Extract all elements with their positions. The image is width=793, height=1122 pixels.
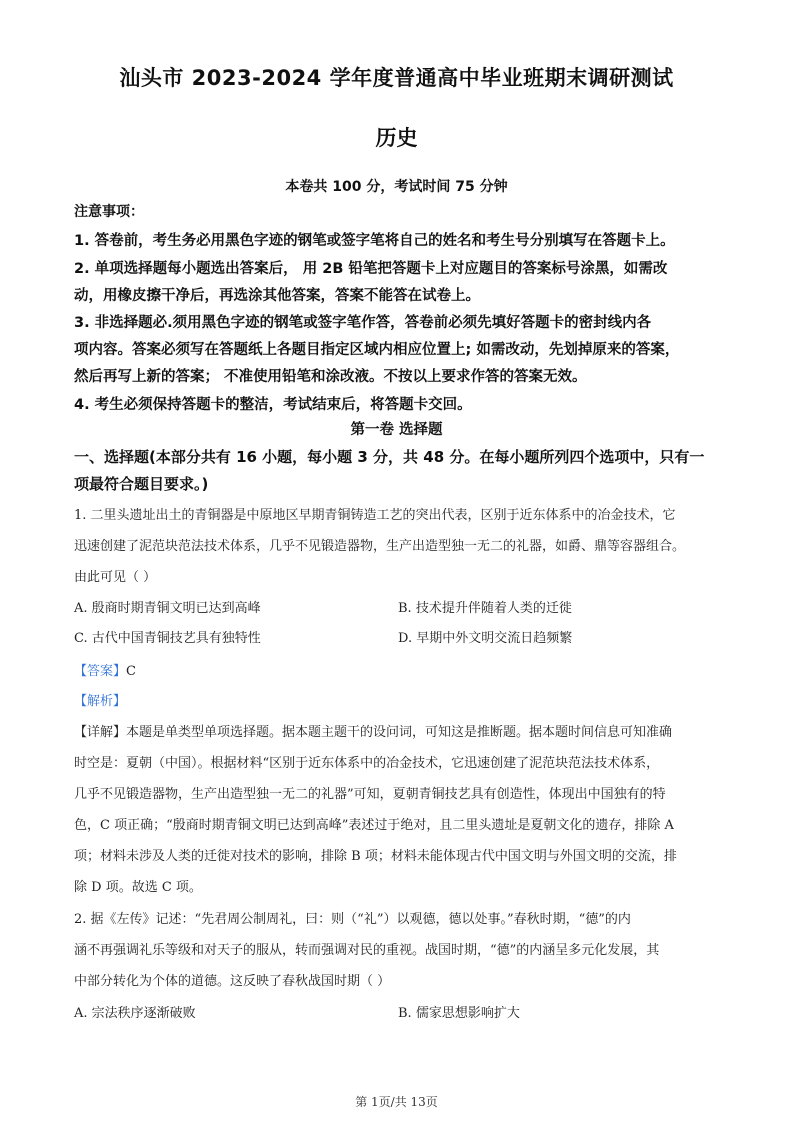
question-1-stem: 由此可见（ ） xyxy=(74,570,157,585)
question-1-stem: 1. 二里头遗址出土的青铜器是中原地区早期青铜铸造工艺的突出代表，区别于近东体系中的冶金技术，它 xyxy=(74,508,676,523)
question-2-stem: 涵不再强调礼乐等级和对天子的服从，转而强调对民的重视。战国时期，“德”的内涵呈多元化发展，其 xyxy=(74,943,660,958)
question-2-option-a: A. 宗法秩序逐渐破败 xyxy=(74,1006,196,1021)
question-1-detail: 除 D 项。故选 C 项。 xyxy=(74,880,202,895)
question-1-option-b: B. 技术提升伴随着人类的迁徙 xyxy=(398,601,572,616)
question-1-detail: 项；材料未涉及人类的迁徙对技术的影响，排除 B 项；材料未能体现古代中国文明与外国文明的交流，排 xyxy=(74,849,677,864)
part-heading: 第一卷 选择题 xyxy=(350,422,443,438)
exam-title: 汕头市 2023-2024 学年度普通高中毕业班期末调研测试 xyxy=(119,66,674,90)
question-1-option-c: C. 古代中国青铜技艺具有独特性 xyxy=(74,631,261,646)
notice-line: 3. 非选择题必.须用黑色字迹的钢笔或签字笔作答，答卷前必须先填好答题卡的密封线内各 xyxy=(74,315,652,331)
analysis-tag: 【解析】 xyxy=(74,694,127,709)
exam-info: 本卷共 100 分，考试时间 75 分钟 xyxy=(285,179,508,195)
answer-tag: 【答案】 xyxy=(74,664,127,679)
question-2-stem: 中部分转化为个体的道德。这反映了春秋战国时期（ ） xyxy=(74,974,391,989)
question-1-detail: 时空是：夏朝（中国）。根据材料“区别于近东体系中的冶金技术，它迅速创建了泥范块范法技术体系， xyxy=(74,756,660,771)
subject-title: 历史 xyxy=(375,126,418,150)
question-1-option-d: D. 早期中外文明交流日趋频繁 xyxy=(398,631,573,646)
notice-line: 4. 考生必须保持答题卡的整洁，考试结束后，将答题卡交回。 xyxy=(74,397,472,413)
question-1-detail: 几乎不见锻造器物，生产出造型独一无二的礼器”可知，夏朝青铜技艺具有创造性，体现出中国独有的特 xyxy=(74,787,666,802)
section-heading: 一、选择题(本部分共有 16 小题，每小题 3 分，共 48 分。在每小题所列四个选项中，只有一 xyxy=(74,448,705,466)
question-1-detail: 【详解】本题是单类型单项选择题。据本题主题干的设问词，可知这是推断题。据本题时间信息可知准确 xyxy=(74,725,673,740)
notice-line: 1. 答卷前，考生务必用黑色字迹的钢笔或签字笔将自己的姓名和考生号分别填写在答题卡上。 xyxy=(74,233,675,249)
question-1-option-a: A. 殷商时期青铜文明已达到高峰 xyxy=(74,601,261,616)
question-2-stem: 2. 据《左传》记述：“先君周公制周礼，曰：则（“礼”）以观德，德以处事。”春秋时期，“德”的内 xyxy=(74,912,631,927)
notice-line: 动，用橡皮擦干净后，再选涂其他答案，答案不能答在试卷上。 xyxy=(74,288,480,304)
question-1-detail: 色，C 项正确；“殷商时期青铜文明已达到高峰”表述过于绝对，且二里头遗址是夏朝文化的遗存，排除 A xyxy=(74,818,674,833)
question-1-stem: 迅速创建了泥范块范法技术体系，几乎不见锻造器物，生产出造型独一无二的礼器，如爵、鼎等容器组合。 xyxy=(74,539,686,554)
section-heading: 项最符合题目要求。) xyxy=(74,475,209,493)
question-2-option-b: B. 儒家思想影响扩大 xyxy=(398,1006,520,1021)
notice-line: 2. 单项选择题每小题选出答案后， 用 2B 铅笔把答题卡上对应题目的答案标号涂黑，如需改 xyxy=(74,261,668,277)
question-1-answer xyxy=(74,660,136,679)
notice-line: 然后再写上新的答案； 不准使用铅笔和涂改液。不按以上要求作答的答案无效。 xyxy=(74,369,587,385)
notice-heading: 注意事项： xyxy=(74,204,144,220)
page-number: 第 1页/共 13页 xyxy=(355,1095,438,1109)
notice-line: 项内容。答案必须写在答题纸上各题目指定区域内相应位置上; 如需改动，先划掉原来的答案， xyxy=(74,342,680,358)
answer-value: C xyxy=(126,664,136,679)
